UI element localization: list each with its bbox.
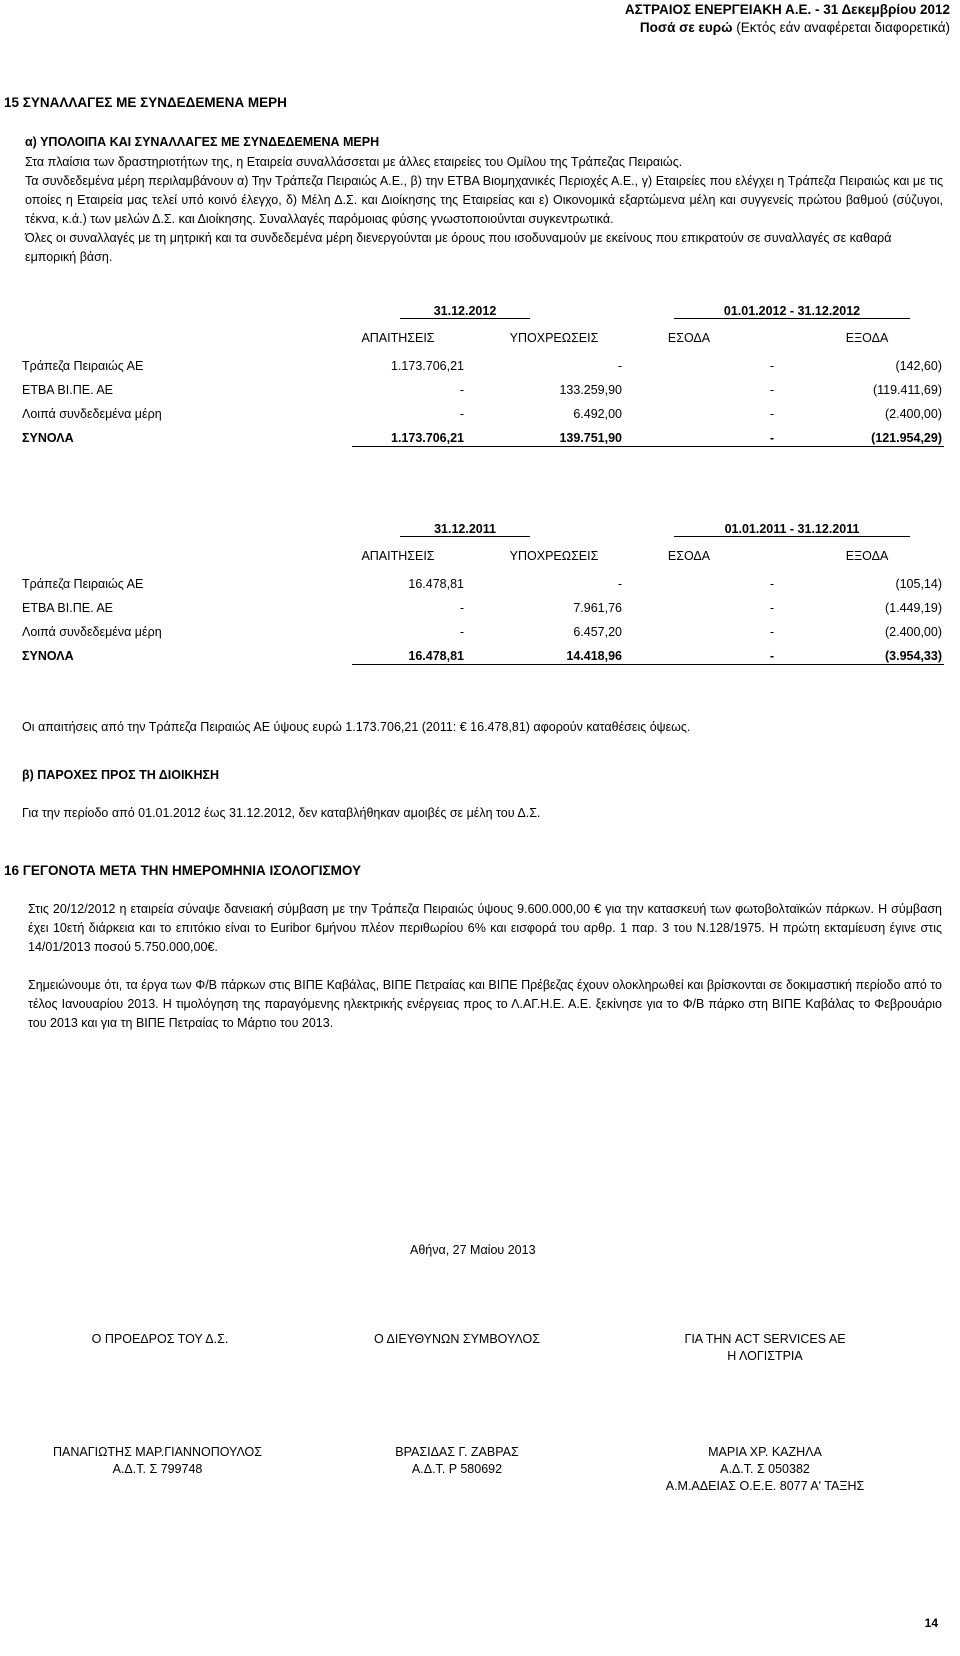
cell-income: - [769,359,774,373]
total-receivables: 1.173.706,21 [391,431,464,445]
signature-id-accountant: Α.Δ.Τ. Σ 050382 [720,1462,810,1476]
signature-role-accountant: Η ΛΟΓΙΣΤΡΙΑ [727,1349,803,1363]
cell-income: - [769,383,774,397]
currency-note: (Εκτός εάν αναφέρεται διαφορετικά) [732,20,950,35]
cell-income: - [769,601,774,615]
subsection-b-text: Για την περίοδο από 01.01.2012 έως 31.12.2012, δεν καταβλήθηκαν αμοιβές σε μέλη του Δ.Σ. [22,806,541,820]
table-total-row [22,426,944,450]
signature-name-chairman: ΠΑΝΑΓΙΩΤΗΣ ΜΑΡ.ΓΙΑΝΝΟΠΟΥΛΟΣ [52,1445,263,1459]
table-2012-col-payables: ΥΠΟΧΡΕΩΣΕΙΣ [509,331,599,345]
total-income: - [769,431,774,445]
table-row [22,354,944,378]
table-2011-col-income: ΕΣΟΔΑ [667,549,711,563]
signature-id-ceo: Α.Δ.Τ. Ρ 580692 [411,1462,503,1476]
cell-expenses: (1.449,19) [885,601,942,615]
table-row [22,402,944,426]
cell-payables: - [617,577,622,591]
cell-receivables: 16.478,81 [408,577,464,591]
cell-expenses: (2.400,00) [885,407,942,421]
cell-expenses: (142,60) [895,359,942,373]
document-header-currency [640,20,950,35]
cell-payables: 6.457,20 [573,625,622,639]
section-16-title: 16 ΓΕΓΟΝΟΤΑ ΜΕΤΑ ΤΗΝ ΗΜΕΡΟΜΗΝΙΑ ΙΣΟΛΟΓΙΣΜΟΥ [4,863,361,878]
section-15-para-1: Στα πλαίσια των δραστηριοτήτων της, η Εταιρεία συναλλάσσεται με άλλες εταιρείες του Ομίλου της Τράπεζας Πειραιώς. [25,155,683,169]
cell-receivables: - [459,383,464,397]
cell-income: - [769,577,774,591]
signature-role-chairman: Ο ΠΡΟΕΔΡΟΣ ΤΟΥ Δ.Σ. [91,1332,229,1346]
subsection-a-title: α) ΥΠΟΛΟΙΠΑ ΚΑΙ ΣΥΝΑΛΛΑΓΕΣ ΜΕ ΣΥΝΔΕΔΕΜΕΝΑ ΜΕΡΗ [25,135,380,149]
signature-id-chairman: Α.Δ.Τ. Σ 799748 [112,1462,203,1476]
table-2012-col-expenses: ΕΞΟΔΑ [845,331,889,345]
table-row [22,620,944,644]
related-parties-table-2012 [22,300,944,450]
section-15-para-3: Όλες οι συναλλαγές με τη μητρική και τα συνδεδεμένα μέρη διενεργούνται με όρους που ισοδυναμούν με εκείνους που επικρατούν σε συναλλαγές σε καθαρά εμπορική βάση. [25,231,892,264]
cell-receivables: - [459,601,464,615]
cell-payables: 7.961,76 [573,601,622,615]
document-header-company: ΑΣΤΡΑΙΟΣ ΕΝΕΡΓΕΙΑΚΗ Α.Ε. - 31 Δεκεμβρίου 2012 [624,2,950,17]
table-2011-col-receivables: ΑΠΑΙΤΗΣΕΙΣ [361,549,435,563]
row-name: Λοιπά συνδεδεμένα μέρη [22,407,162,421]
table-2012-date-period: 01.01.2012 - 31.12.2012 [723,304,861,318]
total-payables: 139.751,90 [559,431,622,445]
cell-payables: - [617,359,622,373]
cell-payables: 6.492,00 [573,407,622,421]
table-2011-date-period: 01.01.2011 - 31.12.2011 [724,522,860,536]
cell-expenses: (2.400,00) [885,625,942,639]
signature-license-accountant: Α.Μ.ΑΔΕΙΑΣ Ο.Ε.Ε. 8077 Α' ΤΑΞΗΣ [665,1479,865,1493]
section-16-para-2: Σημειώνουμε ότι, τα έργα των Φ/Β πάρκων στις ΒΙΠΕ Καβάλας, ΒΙΠΕ Πετραίας και ΒΙΠΕ Πρέβεζας έχουν ολοκληρωθεί και βρίσκονται σε δοκιμαστική περίοδο από το τέλος Ιανουαρίου 2013. Η τιμολόγηση της παραγόμενης ηλεκτρικής ενέργειας προς το Λ.ΑΓ.Η.Ε. Α.Ε. ξεκίνησε για το Φ/Β πάρκο στη ΒΙΠΕ Καβάλας το Φεβρουάριο του 2013 και για τη ΒΙΠΕ Πετραίας το Μάρτιο του 2013. [28,978,942,1030]
page-number: 14 [924,1616,938,1630]
table-total-row [22,644,944,668]
signature-role-ceo: Ο ΔΙΕΥΘΥΝΩΝ ΣΥΜΒΟΥΛΟΣ [374,1332,540,1346]
total-expenses: (121.954,29) [871,431,942,445]
row-name: Λοιπά συνδεδεμένα μέρη [22,625,162,639]
row-name: Τράπεζα Πειραιώς ΑΕ [22,577,144,591]
table-2011-col-payables: ΥΠΟΧΡΕΩΣΕΙΣ [509,549,599,563]
cell-payables: 133.259,90 [559,383,622,397]
related-parties-table-2011 [22,518,944,668]
table-row [22,378,944,402]
place-date: Αθήνα, 27 Μαίου 2013 [410,1243,536,1257]
currency-label: Ποσά σε ευρώ [639,20,733,35]
section-16-para-1: Στις 20/12/2012 η εταιρεία σύναψε δανειακή σύμβαση με την Τράπεζα Πειραιώς ύψους 9.600.000,00 € για την κατασκευή των φωτοβολταϊκών πάρκων. Η σύμβαση έχει 10ετή διάρκεια και το επιτόκιο είναι το Euribor 6μήνου πλέον περιθωρίου 6% και εισφορά του αρθρ. 1 παρ. 3 του Ν.128/1975. Η πρώτη εκταμίευση έγινε στις 14/01/2013 ποσού 5.750.000,00€. [28,902,942,954]
row-name: Τράπεζα Πειραιώς ΑΕ [22,359,144,373]
total-expenses: (3.954,33) [885,649,942,663]
row-name: ΕΤΒΑ ΒΙ.ΠΕ. ΑΕ [22,383,114,397]
table-2011-col-expenses: ΕΞΟΔΑ [845,549,889,563]
total-label: ΣΥΝΟΛΑ [22,431,74,445]
cell-expenses: (105,14) [895,577,942,591]
section-15-title: 15 ΣΥΝΑΛΛΑΓΕΣ ΜΕ ΣΥΝΔΕΔΕΜΕΝΑ ΜΕΡΗ [4,95,287,110]
subsection-b-title: β) ΠΑΡΟΧΕΣ ΠΡΟΣ ΤΗ ΔΙΟΙΚΗΣΗ [22,768,219,782]
total-income: - [769,649,774,663]
total-receivables: 16.478,81 [408,649,464,663]
cell-receivables: - [459,625,464,639]
section-15-para-2: Τα συνδεδεμένα μέρη περιλαμβάνουν α) Την Τράπεζα Πειραιώς Α.Ε., β) την ΕΤΒΑ Βιομηχανικές Περιοχές Α.Ε., γ) Εταιρείες που ελέγχει η Τράπεζα Πειραιώς και με τις οποίες η Εταιρεία μας τελεί υπό κοινό έλεγχο, δ) Μέλη Δ.Σ. και Διοίκησης της Εταιρείας και ε) Οικονομικά εξαρτώμενα μέλη και συγγενείς πρώτου βαθμού (σύζυγοι, τέκνα, κ.ά.) των μελών Δ.Σ. και Διοίκησης. Συναλλαγές παρόμοιας φύσης γνωστοποιούνται συγκεντρωτικά. [25,174,943,226]
row-name: ΕΤΒΑ ΒΙ.ΠΕ. ΑΕ [22,601,114,615]
table-2012-date-balance: 31.12.2012 [433,304,497,318]
signature-role-accountant-company: ΓΙΑ ΤΗΝ ACT SERVICES AE [684,1332,846,1346]
receivables-note: Οι απαιτήσεις από την Τράπεζα Πειραιώς ΑΕ ύψους ευρώ 1.173.706,21 (2011: € 16.478,81) αφορούν καταθέσεις όψεως. [22,720,691,734]
table-2011-date-balance: 31.12.2011 [434,522,496,536]
signature-name-accountant: ΜΑΡΙΑ ΧΡ. ΚΑΖΗΛΑ [708,1445,822,1459]
cell-income: - [769,625,774,639]
cell-receivables: 1.173.706,21 [391,359,464,373]
cell-expenses: (119.411,69) [872,383,942,397]
total-label: ΣΥΝΟΛΑ [22,649,74,663]
cell-income: - [769,407,774,421]
total-payables: 14.418,96 [566,649,622,663]
table-2012-col-receivables: ΑΠΑΙΤΗΣΕΙΣ [361,331,435,345]
cell-receivables: - [459,407,464,421]
table-row [22,572,944,596]
table-2012-col-income: ΕΣΟΔΑ [667,331,711,345]
signature-name-ceo: ΒΡΑΣΙΔΑΣ Γ. ΖΑΒΡΑΣ [395,1445,519,1459]
table-row [22,596,944,620]
